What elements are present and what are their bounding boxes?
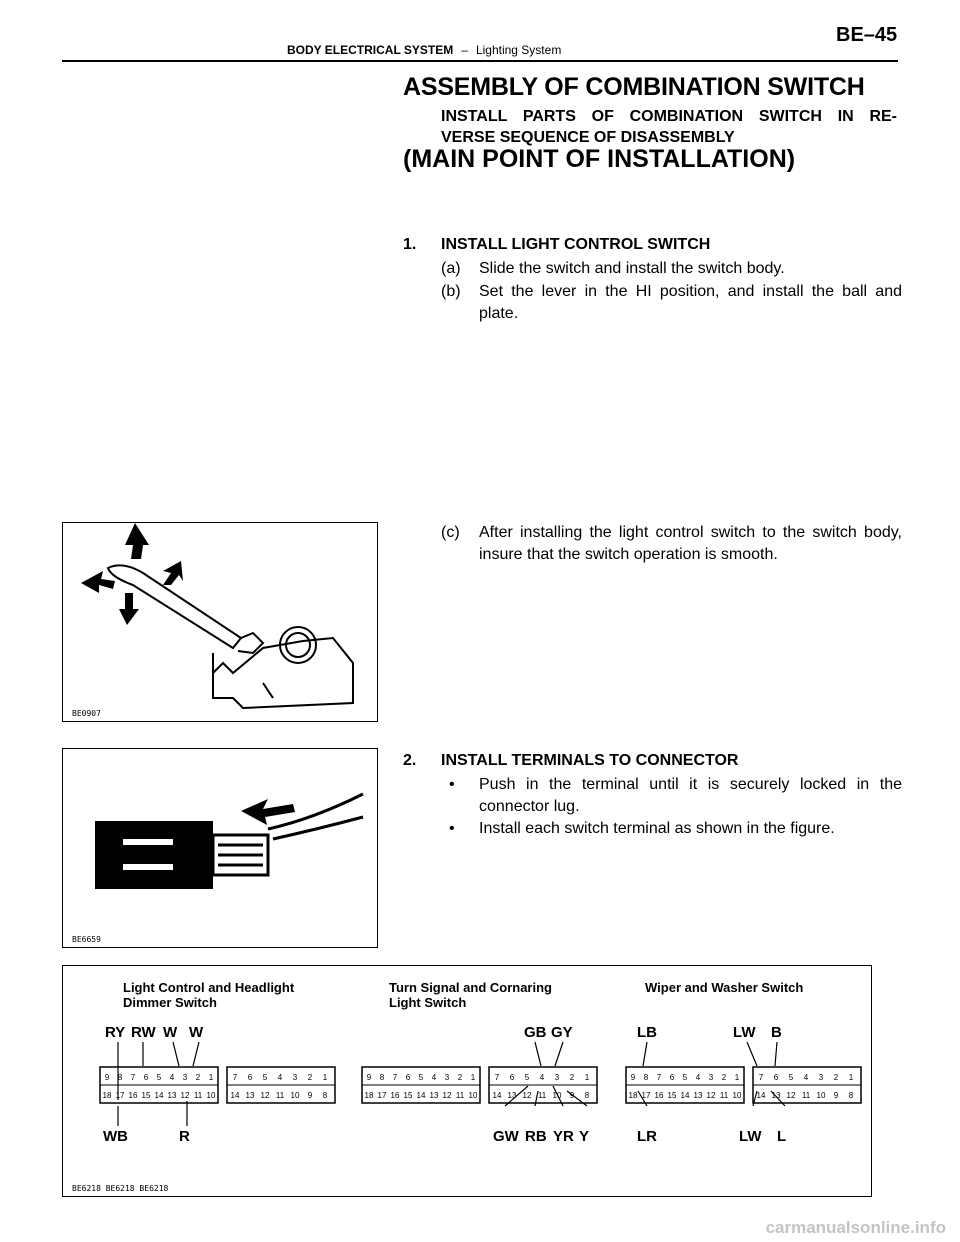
connector-2-grid bbox=[361, 1066, 601, 1104]
svg-text:1: 1 bbox=[208, 1073, 214, 1082]
svg-text:5: 5 bbox=[524, 1073, 530, 1082]
switch-2-name-line2: Light Switch bbox=[389, 995, 467, 1010]
subtitle-line-1: INSTALL PARTS OF COMBINATION SWITCH IN RE- bbox=[441, 108, 897, 125]
section-name: BODY ELECTRICAL SYSTEM bbox=[287, 43, 454, 57]
wire-label: LW bbox=[739, 1128, 762, 1145]
svg-text:1: 1 bbox=[322, 1073, 328, 1082]
svg-text:4: 4 bbox=[169, 1073, 175, 1082]
svg-text:2: 2 bbox=[833, 1073, 839, 1082]
bullet-mark: • bbox=[449, 776, 455, 793]
svg-text:2: 2 bbox=[307, 1073, 313, 1082]
figure-code: BE6218 BE6218 BE6218 bbox=[72, 1184, 169, 1193]
svg-text:13: 13 bbox=[693, 1091, 703, 1100]
item-text: Slide the switch and install the switch body. bbox=[479, 260, 785, 277]
svg-text:12: 12 bbox=[442, 1091, 452, 1100]
step-1b bbox=[441, 281, 902, 327]
page-subtitle bbox=[441, 106, 897, 148]
svg-text:8: 8 bbox=[584, 1091, 590, 1100]
svg-text:6: 6 bbox=[773, 1073, 779, 1082]
wire-label: L bbox=[777, 1128, 787, 1145]
subtitle-line-2: VERSE SEQUENCE OF DISASSEMBLY bbox=[441, 129, 735, 146]
switch-lever-illustration bbox=[63, 523, 376, 720]
svg-text:2: 2 bbox=[569, 1073, 575, 1082]
item-label: (a) bbox=[441, 260, 461, 277]
svg-text:14: 14 bbox=[680, 1091, 690, 1100]
svg-text:11: 11 bbox=[193, 1091, 203, 1100]
connector-2 bbox=[361, 1066, 601, 1109]
svg-text:8: 8 bbox=[322, 1091, 328, 1100]
svg-text:9: 9 bbox=[307, 1091, 313, 1100]
bullet-text: Push in the terminal until it is securely locked in the connector lug. bbox=[479, 776, 902, 815]
switch-1-name-line1: Light Control and Headlight bbox=[123, 980, 295, 995]
svg-text:1: 1 bbox=[848, 1073, 854, 1082]
svg-text:3: 3 bbox=[554, 1073, 560, 1082]
svg-text:14: 14 bbox=[230, 1091, 240, 1100]
item-label: (b) bbox=[441, 283, 461, 300]
wire-label: Y bbox=[579, 1128, 590, 1145]
svg-text:4: 4 bbox=[803, 1073, 809, 1082]
svg-text:7: 7 bbox=[130, 1073, 136, 1082]
svg-text:6: 6 bbox=[247, 1073, 253, 1082]
wire-label: LW bbox=[733, 1024, 756, 1041]
svg-text:13: 13 bbox=[167, 1091, 177, 1100]
svg-text:5: 5 bbox=[262, 1073, 268, 1082]
svg-text:17: 17 bbox=[641, 1091, 651, 1100]
svg-text:12: 12 bbox=[786, 1091, 796, 1100]
wire-label: LR bbox=[637, 1128, 657, 1145]
svg-text:3: 3 bbox=[444, 1073, 450, 1082]
svg-text:6: 6 bbox=[405, 1073, 411, 1082]
svg-text:8: 8 bbox=[643, 1073, 649, 1082]
svg-text:7: 7 bbox=[392, 1073, 398, 1082]
switch-1-name-line2: Dimmer Switch bbox=[123, 995, 217, 1010]
svg-text:15: 15 bbox=[667, 1091, 677, 1100]
wire-label: GY bbox=[551, 1024, 573, 1041]
step-2-bullet-2 bbox=[441, 818, 902, 842]
svg-text:3: 3 bbox=[818, 1073, 824, 1082]
wire-label: YR bbox=[553, 1128, 574, 1145]
svg-text:14: 14 bbox=[492, 1091, 502, 1100]
svg-text:12: 12 bbox=[260, 1091, 270, 1100]
svg-text:14: 14 bbox=[154, 1091, 164, 1100]
figure-light-control-switch bbox=[62, 522, 378, 722]
step-2-bullet-1 bbox=[441, 774, 902, 820]
svg-text:13: 13 bbox=[245, 1091, 255, 1100]
svg-text:14: 14 bbox=[416, 1091, 426, 1100]
step-title: INSTALL TERMINALS TO CONNECTOR bbox=[441, 752, 739, 769]
switch-2-name-line1: Turn Signal and Cornaring bbox=[389, 980, 552, 995]
svg-text:11: 11 bbox=[537, 1091, 547, 1100]
connector-terminal-illustration bbox=[63, 749, 376, 946]
svg-text:6: 6 bbox=[669, 1073, 675, 1082]
svg-text:9: 9 bbox=[104, 1073, 110, 1082]
connector-1-grid bbox=[99, 1066, 339, 1104]
svg-text:4: 4 bbox=[277, 1073, 283, 1082]
svg-text:3: 3 bbox=[292, 1073, 298, 1082]
svg-text:10: 10 bbox=[206, 1091, 216, 1100]
svg-text:14: 14 bbox=[756, 1091, 766, 1100]
svg-text:16: 16 bbox=[128, 1091, 138, 1100]
svg-text:3: 3 bbox=[708, 1073, 714, 1082]
svg-text:12: 12 bbox=[706, 1091, 716, 1100]
switch-3-name-line1: Wiper and Washer Switch bbox=[645, 980, 804, 995]
svg-text:18: 18 bbox=[364, 1091, 374, 1100]
svg-text:8: 8 bbox=[848, 1091, 854, 1100]
item-label: (c) bbox=[441, 524, 460, 541]
svg-text:10: 10 bbox=[732, 1091, 742, 1100]
svg-text:11: 11 bbox=[719, 1091, 729, 1100]
section-title: (MAIN POINT OF INSTALLATION) bbox=[403, 145, 796, 173]
svg-text:10: 10 bbox=[552, 1091, 562, 1100]
svg-text:4: 4 bbox=[695, 1073, 701, 1082]
svg-text:10: 10 bbox=[468, 1091, 478, 1100]
svg-text:9: 9 bbox=[833, 1091, 839, 1100]
item-text: After installing the light control switch to the switch body, insure that the switch operation is smooth. bbox=[479, 524, 902, 563]
svg-text:13: 13 bbox=[507, 1091, 517, 1100]
header-separator: – bbox=[461, 43, 468, 57]
wire-label: WB bbox=[103, 1128, 128, 1145]
wire-label: W bbox=[189, 1024, 204, 1041]
wire-label: RW bbox=[131, 1024, 156, 1041]
bullet-text: Install each switch terminal as shown in the figure. bbox=[479, 820, 835, 837]
svg-text:12: 12 bbox=[180, 1091, 190, 1100]
step-1a bbox=[441, 258, 902, 282]
svg-text:13: 13 bbox=[429, 1091, 439, 1100]
svg-text:15: 15 bbox=[141, 1091, 151, 1100]
figure-install-terminals bbox=[62, 748, 378, 948]
page-number: BE–45 bbox=[836, 24, 898, 46]
svg-text:7: 7 bbox=[494, 1073, 500, 1082]
svg-text:17: 17 bbox=[377, 1091, 387, 1100]
svg-text:3: 3 bbox=[182, 1073, 188, 1082]
step-1c bbox=[441, 522, 902, 568]
svg-text:4: 4 bbox=[539, 1073, 545, 1082]
svg-text:9: 9 bbox=[630, 1073, 636, 1082]
svg-text:1: 1 bbox=[734, 1073, 740, 1082]
svg-text:9: 9 bbox=[569, 1091, 575, 1100]
wire-label: LB bbox=[637, 1024, 657, 1041]
svg-text:1: 1 bbox=[470, 1073, 476, 1082]
svg-text:6: 6 bbox=[509, 1073, 515, 1082]
svg-text:8: 8 bbox=[117, 1073, 123, 1082]
svg-text:1: 1 bbox=[584, 1073, 590, 1082]
subsection-name: Lighting System bbox=[475, 43, 562, 57]
svg-text:12: 12 bbox=[522, 1091, 532, 1100]
svg-text:2: 2 bbox=[457, 1073, 463, 1082]
svg-text:16: 16 bbox=[390, 1091, 400, 1100]
svg-text:15: 15 bbox=[403, 1091, 413, 1100]
svg-text:10: 10 bbox=[290, 1091, 300, 1100]
svg-text:18: 18 bbox=[102, 1091, 112, 1100]
watermark: carmanualsonline.info bbox=[765, 1218, 946, 1237]
svg-text:2: 2 bbox=[721, 1073, 727, 1082]
item-text: Set the lever in the HI position, and install the ball and plate. bbox=[479, 283, 902, 322]
svg-text:5: 5 bbox=[418, 1073, 424, 1082]
svg-text:11: 11 bbox=[801, 1091, 811, 1100]
running-header bbox=[287, 43, 561, 57]
step-number: 1. bbox=[403, 236, 417, 253]
svg-text:18: 18 bbox=[628, 1091, 638, 1100]
svg-text:9: 9 bbox=[366, 1073, 372, 1082]
svg-text:2: 2 bbox=[195, 1073, 201, 1082]
figure-code: BE0907 bbox=[72, 709, 101, 718]
figure-code: BE6659 bbox=[72, 935, 101, 944]
step-title: INSTALL LIGHT CONTROL SWITCH bbox=[441, 236, 711, 253]
svg-text:13: 13 bbox=[771, 1091, 781, 1100]
wire-label: RB bbox=[525, 1128, 547, 1145]
svg-text:10: 10 bbox=[816, 1091, 826, 1100]
connector-3 bbox=[625, 1066, 865, 1109]
svg-text:8: 8 bbox=[379, 1073, 385, 1082]
wire-label: R bbox=[179, 1128, 190, 1145]
connector-3-grid bbox=[625, 1066, 865, 1104]
svg-text:6: 6 bbox=[143, 1073, 149, 1082]
svg-text:4: 4 bbox=[431, 1073, 437, 1082]
svg-text:11: 11 bbox=[455, 1091, 465, 1100]
svg-text:11: 11 bbox=[275, 1091, 285, 1100]
svg-text:16: 16 bbox=[654, 1091, 664, 1100]
svg-text:5: 5 bbox=[156, 1073, 162, 1082]
svg-text:7: 7 bbox=[656, 1073, 662, 1082]
wire-label: W bbox=[163, 1024, 178, 1041]
wire-label: GB bbox=[524, 1024, 547, 1041]
wire-label: GW bbox=[493, 1128, 519, 1145]
svg-text:17: 17 bbox=[115, 1091, 125, 1100]
figure-connector-terminals bbox=[62, 965, 872, 1197]
step-number: 2. bbox=[403, 752, 417, 769]
header-rule bbox=[62, 60, 898, 62]
svg-text:5: 5 bbox=[682, 1073, 688, 1082]
svg-text:5: 5 bbox=[788, 1073, 794, 1082]
connector-1 bbox=[99, 1066, 339, 1109]
wire-label: B bbox=[771, 1024, 782, 1041]
bullet-mark: • bbox=[449, 820, 455, 837]
wire-label: RY bbox=[105, 1024, 126, 1041]
svg-text:7: 7 bbox=[232, 1073, 238, 1082]
page-title: ASSEMBLY OF COMBINATION SWITCH bbox=[403, 73, 865, 101]
svg-text:7: 7 bbox=[758, 1073, 764, 1082]
